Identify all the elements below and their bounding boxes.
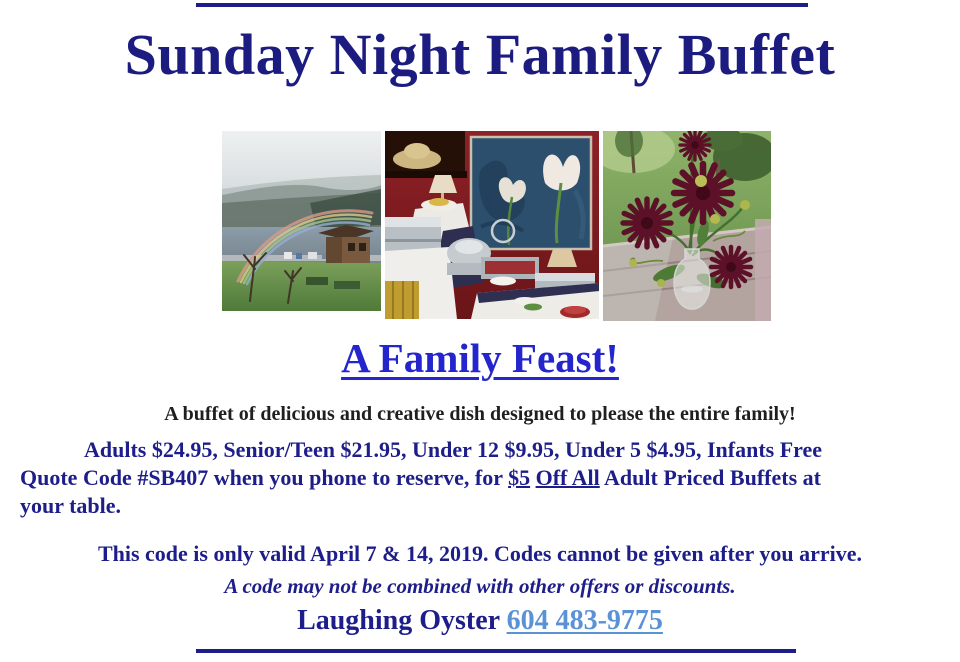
photo-strip xyxy=(222,131,771,321)
discount-scope: Off All xyxy=(535,464,600,490)
feast-heading: A Family Feast! xyxy=(341,334,619,381)
pricing-line-2 xyxy=(20,464,940,492)
validity-dates-text: This code is only valid April 7 & 14, 2019. Codes cannot be given after you arrive. xyxy=(97,540,863,566)
no-combine-text: A code may not be combined with other offers or discounts. xyxy=(224,574,736,599)
footer-contact xyxy=(0,605,960,637)
tagline-text: A buffet of delicious and creative dish designed to please the entire family! xyxy=(164,402,796,425)
bottom-divider xyxy=(196,649,796,653)
page-title: Sunday Night Family Buffet xyxy=(124,22,836,87)
dahlia-vase-photo xyxy=(603,131,771,321)
pricing-line-2-text: Quote Code #SB407 when you phone to reserve, for xyxy=(20,464,509,490)
rainbow-inlet-photo xyxy=(222,131,381,311)
pricing-line-3: your table. xyxy=(20,492,122,518)
restaurant-name: Laughing Oyster xyxy=(297,604,500,636)
pricing-paragraph xyxy=(20,436,940,520)
pricing-line-1: Adults $24.95, Senior/Teen $21.95, Under 12 $9.95, Under 5 $4.95, Infants Free xyxy=(84,436,823,462)
pricing-line-2-tail: Adult Priced Buffets at xyxy=(599,464,821,490)
buffet-table-photo xyxy=(385,131,599,319)
buffet-flyer xyxy=(0,3,960,662)
top-divider xyxy=(196,3,808,7)
discount-amount: $5 xyxy=(508,464,531,490)
phone-number-link[interactable]: 604 483-9775 xyxy=(506,604,663,636)
